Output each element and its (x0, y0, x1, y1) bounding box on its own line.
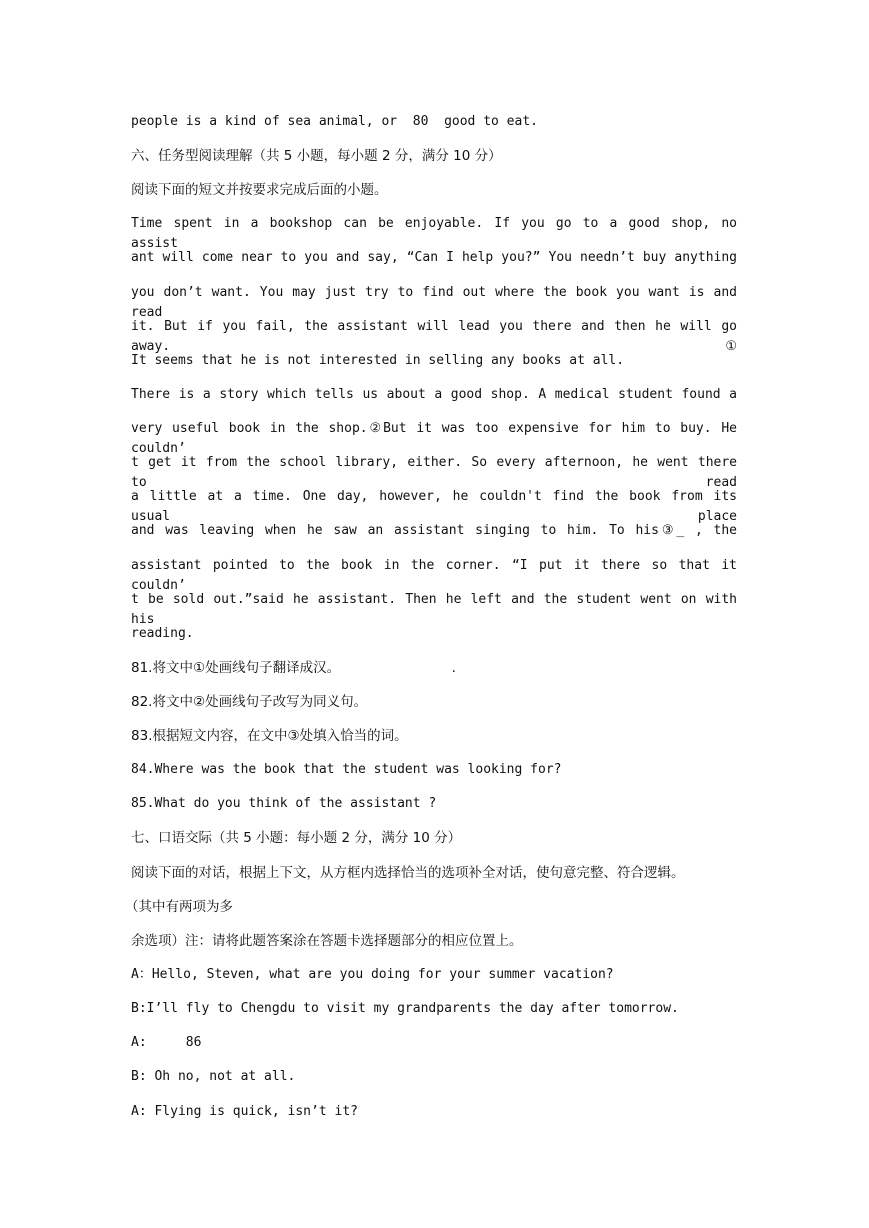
passage-line: ant will come near to you and say, “Can I help you?” You needn’t buy anything (131, 250, 737, 265)
passage-line: reading. (131, 626, 194, 641)
instruction-line: 阅读下面的短文并按要求完成后面的小题。 (131, 182, 388, 198)
passage-line: you don’t want. You may just try to find out where the book you want is and read (131, 285, 737, 320)
dialogue-line: A: 86 (131, 1035, 202, 1050)
passage-line: a little at a time. One day, however, he couldn't find the book from its usual place (131, 489, 737, 524)
passage-line: Time spent in a bookshop can be enjoyable. If you go to a good shop, no assist (131, 216, 737, 251)
instruction-line: 余选项）注：请将此题答案涂在答题卡选择题部分的相应位置上。 (131, 933, 523, 949)
passage-line: and was leaving when he saw an assistant singing to him. To his③_ , the (131, 523, 737, 538)
passage-line: It seems that he is not interested in selling any books at all. (131, 353, 625, 368)
question-82: 82.将文中②处画线句子改写为同义句。 (131, 694, 368, 710)
text-line: people is a kind of sea animal, or 80 good to eat. (131, 114, 538, 129)
section-heading: 六、任务型阅读理解（共 5 小题，每小题 2 分，满分 10 分） (131, 148, 502, 164)
dialogue-line: B: Oh no, not at all. (131, 1069, 296, 1084)
dialogue-line: A: Flying is quick, isn’t it? (131, 1104, 358, 1119)
passage-line: t get it from the school library, either. So every afternoon, he went there to read (131, 455, 737, 490)
dialogue-line: A：Hello, Steven, what are you doing for your summer vacation? (131, 967, 614, 982)
question-85: 85.What do you think of the assistant ? (131, 796, 437, 811)
passage-line: very useful book in the shop.②But it was too expensive for him to buy. He couldn’ (131, 421, 737, 456)
passage-line: t be sold out.”said he assistant. Then he left and the student went on with his (131, 592, 737, 627)
question-81: 81.将文中①处画线句子翻译成汉。 . (131, 660, 456, 676)
passage-line: assistant pointed to the book in the corner. “I put it there so that it couldn’ (131, 558, 737, 593)
passage-line: There is a story which tells us about a good shop. A medical student found a (131, 387, 737, 402)
question-84: 84.Where was the book that the student was looking for? (131, 762, 562, 777)
dialogue-line: B:I’ll fly to Chengdu to visit my grandparents the day after tomorrow. (131, 1001, 679, 1016)
passage-line: it. But if you fail, the assistant will lead you there and then he will go away. ① (131, 319, 737, 354)
question-83: 83.根据短文内容，在文中③处填入恰当的词。 (131, 728, 408, 744)
instruction-line: （其中有两项为多 (125, 899, 233, 915)
section-heading: 七、口语交际（共 5 小题：每小题 2 分，满分 10 分） (131, 830, 462, 846)
instruction-line: 阅读下面的对话，根据上下文，从方框内选择恰当的选项补全对话，使句意完整、符合逻辑。 (131, 865, 685, 881)
